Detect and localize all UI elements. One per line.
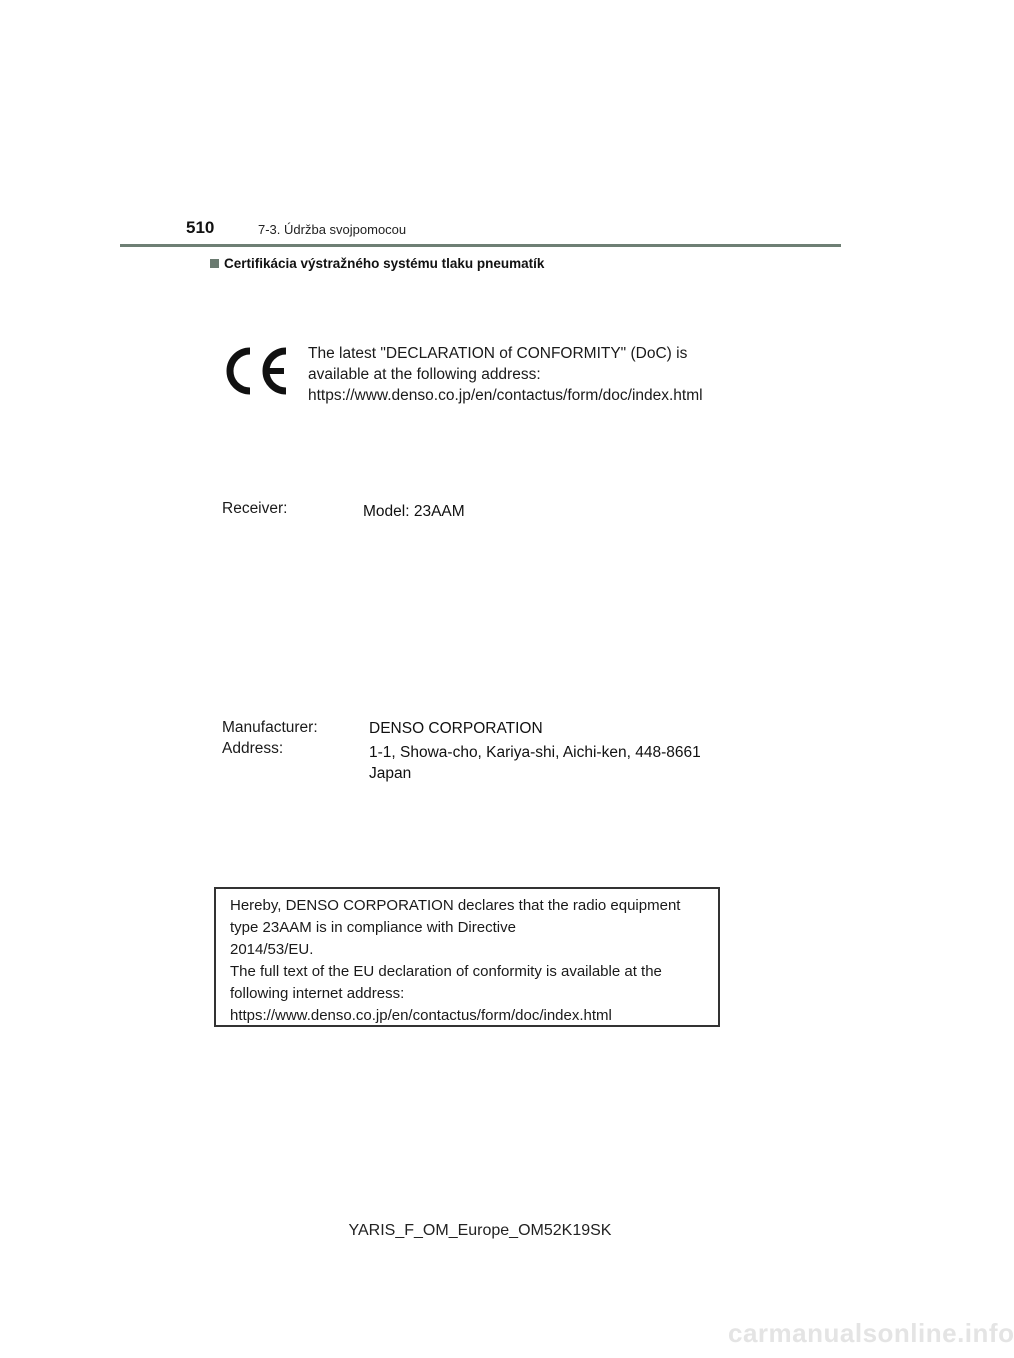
- manufacturer-address: [369, 742, 701, 784]
- square-bullet-icon: [210, 259, 219, 268]
- receiver-label: Receiver:: [222, 500, 288, 517]
- declaration-box: [214, 887, 720, 1027]
- declaration-url: https://www.denso.co.jp/en/contactus/form/doc/index.html: [230, 1007, 612, 1024]
- manufacturer-name: DENSO CORPORATION: [369, 720, 543, 737]
- subheading: [210, 256, 544, 271]
- address-line-1: 1-1, Showa-cho, Kariya-shi, Aichi-ken, 448-8661: [369, 744, 701, 761]
- section-title: 7-3. Údržba svojpomocou: [258, 222, 407, 237]
- address-line-2: Japan: [369, 765, 412, 782]
- document-code: YARIS_F_OM_Europe_OM52K19SK: [348, 1222, 612, 1239]
- model-number: Model: 23AAM: [363, 503, 465, 520]
- ce-mark-icon: [224, 345, 290, 397]
- watermark: carmanualsonline.info: [728, 1318, 1014, 1348]
- manufacturer-label: Manufacturer:: [222, 719, 318, 736]
- doc-notice: [308, 343, 703, 406]
- address-label: Address:: [222, 740, 284, 757]
- page-number: 510: [186, 218, 215, 237]
- doc-notice-line-1: The latest "DECLARATION of CONFORMITY" (DoC) is: [308, 345, 688, 362]
- declaration-line-3: 2014/53/EU.: [230, 941, 314, 958]
- declaration-line-1: Hereby, DENSO CORPORATION declares that the radio equipment: [230, 897, 681, 914]
- declaration-line-5: following internet address:: [230, 985, 405, 1002]
- declaration-line-4: The full text of the EU declaration of conformity is available at the: [230, 963, 662, 980]
- doc-notice-line-2: available at the following address:: [308, 366, 541, 383]
- doc-notice-url: https://www.denso.co.jp/en/contactus/form/doc/index.html: [308, 387, 703, 404]
- header-rule: [120, 244, 841, 247]
- subheading-text: Certifikácia výstražného systému tlaku pneumatík: [224, 256, 545, 271]
- declaration-line-2: type 23AAM is in compliance with Directive: [230, 919, 516, 936]
